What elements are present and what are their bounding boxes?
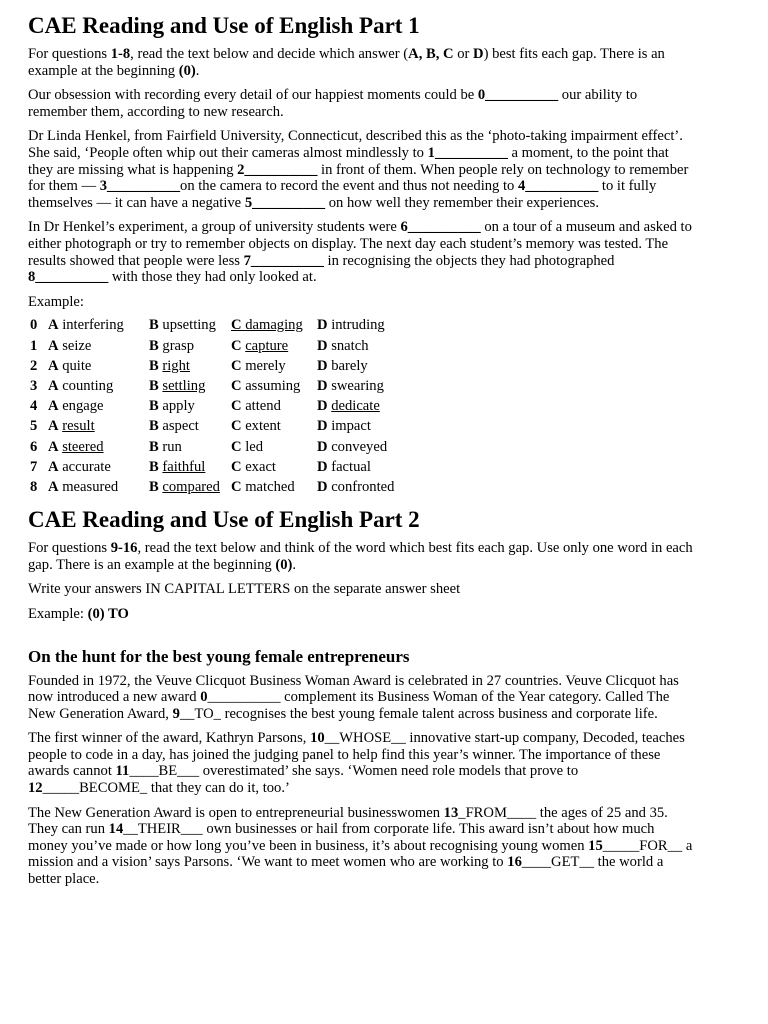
option-d: D confronted <box>317 478 395 495</box>
part1-title: CAE Reading and Use of English Part 1 <box>28 13 420 38</box>
part1-paragraph: Dr Linda Henkel, from Fairfield University, Connecticut, described this as the ‘photo-taking impairment effect’. She said, ‘People often whip out their cameras almost mindlessly to 1__________ a moment, to the point that they are missing what is happening 2__________ in front of them. When people rely on technology to remember for them — 3__________on the camera to record the event and thus not needing to 4__________ to it fully themselves — it can have a negative 5__________ on how well they remember their experiences. <box>28 128 689 211</box>
question-number: 4 <box>30 398 38 415</box>
part2-title: CAE Reading and Use of English Part 2 <box>28 507 420 533</box>
part2-instructions: For questions 9-16, read the text below and think of the word which best fits each gap. Use only one word in each gap. There is an example at the beginning (0). <box>28 540 693 573</box>
option-a: A counting <box>48 377 114 394</box>
option-row <box>28 438 398 458</box>
option-c: C merely <box>231 357 286 374</box>
gap-5: 5__________ <box>244 194 326 211</box>
option-row <box>28 397 398 417</box>
option-c: C attend <box>231 398 281 415</box>
option-c: C extent <box>231 418 281 435</box>
option-row <box>28 337 398 357</box>
gap-3: 3__________ <box>99 178 181 195</box>
gap-0: 0__________ <box>477 87 559 104</box>
gap-8: 8__________ <box>28 269 109 286</box>
question-number: 2 <box>30 357 38 374</box>
option-d: D swearing <box>317 377 384 394</box>
gap-6: 6__________ <box>400 219 481 236</box>
option-row <box>28 458 398 478</box>
part2-paragraph: Founded in 1972, the Veuve Clicquot Business Woman Award is celebrated in 27 countries. Veuve Clicquot has now introduced a new award 0__________ complement its Business Woman of the Year category. Called The New Generation Award, 9__TO_ recognises the best young female talent across business and corporate life. <box>28 672 679 722</box>
part1-instructions: For questions 1-8, read the text below and decide which answer (A, B, C or D) best fits each gap. There is an example at the beginning (0). <box>28 46 665 79</box>
option-c: C exact <box>231 458 276 475</box>
part2-paragraph: The New Generation Award is open to entrepreneurial businesswomen 13_FROM____ the ages of 25 and 35. They can run 14__THEIR___ own businesses or hail from corporate life. This award isn’t about how much money you’ve made or how long you’ve been in business, it’s about recognising young women 15_____FOR__ a mission and a vision’ says Parsons. ‘We want to meet women who are working to 16____GET__ the world a better place. <box>28 804 693 888</box>
question-number: 8 <box>30 478 38 495</box>
option-d: D snatch <box>317 337 369 354</box>
gap-4: 4__________ <box>518 178 599 195</box>
option-row <box>28 357 398 377</box>
capitals-note: Write your answers IN CAPITAL LETTERS on the separate answer sheet <box>28 581 461 598</box>
article-title: On the hunt for the best young female entrepreneurs <box>28 646 410 666</box>
option-b: B compared <box>149 478 220 495</box>
option-b: B faithful <box>149 458 206 475</box>
question-number: 5 <box>30 418 38 435</box>
option-b: B grasp <box>149 337 195 354</box>
option-d: D intruding <box>317 317 385 334</box>
option-b: B settling <box>149 377 206 394</box>
option-row <box>28 478 398 498</box>
option-row <box>28 417 398 437</box>
option-a: A result <box>48 418 95 435</box>
gap-7: 7__________ <box>243 252 324 269</box>
option-c: C damaging <box>231 317 303 334</box>
part1-paragraph: In Dr Henkel’s experiment, a group of university students were 6__________ on a tour of a museum and asked to either photograph or try to remember objects on display. The next day each student’s memory was tested. The results showed that people were less 7__________ in recognising the objects they had photographed 8__________ with those they had only looked at. <box>28 219 692 286</box>
part2-paragraph: The first winner of the award, Kathryn Parsons, 10__WHOSE__ innovative start-up company, Decoded, teaches people to code in a day, has joined the judging panel to help find this year’s winner. The importance of these awards cannot 11____BE___ overestimated’ she says. ‘Women need role models that prove to 12_____BECOME_ that they can do it, too.’ <box>28 730 685 797</box>
question-number: 6 <box>30 438 38 455</box>
part2-example: Example: (0) TO <box>28 605 129 622</box>
option-a: A quite <box>48 357 92 374</box>
option-d: D impact <box>317 418 371 435</box>
option-a: A engage <box>48 398 104 415</box>
option-c: C led <box>231 438 264 455</box>
option-b: B aspect <box>149 418 199 435</box>
example-label: Example: <box>28 293 84 310</box>
option-b: B right <box>149 357 190 374</box>
option-a: A measured <box>48 478 119 495</box>
option-a: A seize <box>48 337 92 354</box>
question-number: 0 <box>30 317 38 334</box>
option-d: D barely <box>317 357 368 374</box>
question-number: 3 <box>30 377 38 394</box>
answer-options-table <box>28 316 398 498</box>
option-row <box>28 377 398 397</box>
option-b: B run <box>149 438 182 455</box>
option-c: C capture <box>231 337 289 354</box>
option-a: A accurate <box>48 458 111 475</box>
option-d: D conveyed <box>317 438 388 455</box>
option-c: C assuming <box>231 377 301 394</box>
option-a: A interfering <box>48 317 124 334</box>
gap-1: 1__________ <box>427 144 508 161</box>
part1-paragraph: Our obsession with recording every detail of our happiest moments could be 0__________ our ability to remember them, according to new research. <box>28 87 638 120</box>
option-row <box>28 316 398 336</box>
option-c: C matched <box>231 478 295 495</box>
option-b: B apply <box>149 398 195 415</box>
option-d: D factual <box>317 458 371 475</box>
option-a: A steered <box>48 438 104 455</box>
question-number: 7 <box>30 458 38 475</box>
gap-2: 2__________ <box>237 161 318 178</box>
option-b: B upsetting <box>149 317 216 334</box>
option-d: D dedicate <box>317 398 380 415</box>
question-number: 1 <box>30 337 38 354</box>
